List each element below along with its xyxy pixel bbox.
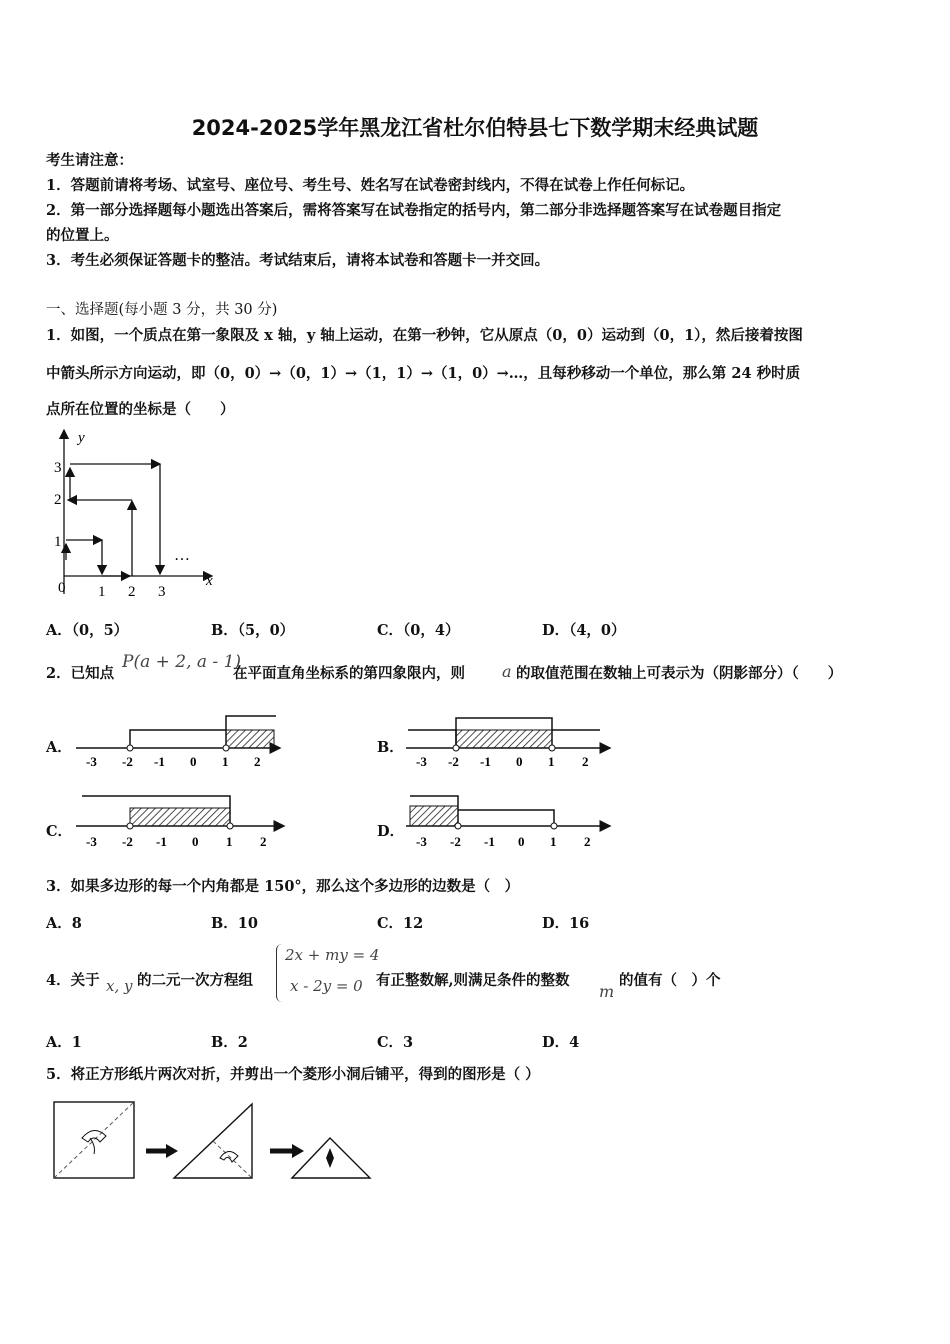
page-title: 2024-2025学年黑龙江省杜尔伯特县七下数学期末经典试题: [191, 116, 759, 140]
svg-text:-1: -1: [156, 834, 167, 849]
q2-option-c[interactable]: C．: [46, 823, 73, 840]
svg-text:-3: -3: [86, 834, 97, 849]
q2-number-line-c[interactable]: [74, 790, 294, 850]
q4-option-d[interactable]: D．4: [542, 1034, 580, 1051]
svg-text:2: 2: [260, 834, 267, 849]
q4-option-c[interactable]: C．3: [377, 1034, 414, 1051]
q1-option-d[interactable]: D．（4，0）: [542, 622, 626, 639]
q4-option-b[interactable]: B．2: [211, 1034, 248, 1051]
svg-text:1: 1: [226, 834, 233, 849]
svg-text:-2: -2: [448, 754, 459, 769]
question-1-text: 中箭头所示方向运动，即（0，0）→（0，1）→（1，1）→（1，0）→…，且每秒移动一个单位，那么第 24 秒时质: [46, 365, 801, 382]
q4-option-a[interactable]: A．1: [46, 1034, 82, 1051]
q1-option-c[interactable]: C．（0，4）: [377, 622, 460, 639]
rhombus-hole: [326, 1148, 334, 1168]
q2-prefix: 2．已知点: [46, 665, 115, 682]
y-tick: 2: [54, 492, 62, 508]
section-heading: 一、选择题(每小题 3 分，共 30 分): [46, 302, 278, 318]
svg-text:0: 0: [190, 754, 197, 769]
q5-fold-figure: [50, 1098, 380, 1184]
svg-text:-1: -1: [480, 754, 491, 769]
svg-text:2: 2: [584, 834, 591, 849]
x-tick: 2: [128, 584, 136, 600]
svg-text:-2: -2: [122, 834, 133, 849]
question-1-text: 点所在位置的坐标是（ ）: [46, 401, 235, 418]
q2-number-line-d[interactable]: [404, 790, 614, 850]
svg-text:1: 1: [550, 834, 557, 849]
q2-number-line-a[interactable]: [74, 710, 284, 770]
question-3-text: 3．如果多边形的每一个内角都是 150°，那么这个多边形的边数是（ ）: [46, 878, 520, 895]
ellipsis: …: [174, 547, 190, 564]
q1-path-figure: [44, 424, 224, 604]
q2-option-d[interactable]: D．: [377, 823, 405, 840]
svg-text:-2: -2: [450, 834, 461, 849]
q3-option-c[interactable]: C．12: [377, 915, 424, 932]
notice-item: 2．第一部分选择题每小题选出答案后，需将答案写在试卷指定的括号内，第二部分非选择题答案写在试卷题目指定: [46, 202, 782, 219]
q4-mid: 的二元一次方程组: [137, 972, 253, 989]
question-5-text: 5．将正方形纸片两次对折，并剪出一个菱形小洞后铺平，得到的图形是（ ）: [46, 1066, 540, 1083]
y-tick: 1: [54, 534, 62, 550]
question-1-text: 1．如图，一个质点在第一象限及 x 轴，y 轴上运动，在第一秒钟，它从原点（0，0）运动到（0，1），然后接着按图: [46, 327, 803, 344]
y-tick: 3: [54, 460, 62, 476]
q2-suffix2: 的取值范围在数轴上可表示为（阴影部分）（ ）: [516, 665, 843, 682]
q3-option-b[interactable]: B．10: [211, 915, 258, 932]
q4-vars: x, y: [106, 977, 133, 995]
svg-text:2: 2: [582, 754, 589, 769]
svg-text:-2: -2: [122, 754, 133, 769]
q2-suffix: 在平面直角坐标系的第四象限内，则: [233, 665, 465, 682]
svg-text:-1: -1: [484, 834, 495, 849]
q3-option-d[interactable]: D．16: [542, 915, 590, 932]
svg-text:-3: -3: [416, 834, 427, 849]
x-tick: 1: [98, 584, 106, 600]
svg-text:1: 1: [548, 754, 555, 769]
notice-item: 1．答题前请将考场、试室号、座位号、考生号、姓名写在试卷密封线内，不得在试卷上作任何标记。: [46, 177, 695, 194]
svg-text:0: 0: [516, 754, 523, 769]
q4-suffix: 有正整数解,则满足条件的整数: [376, 972, 570, 989]
x-axis-label: x: [206, 573, 213, 589]
q4-prefix: 4．关于: [46, 972, 100, 989]
q4-eq1: 2x + my = 4: [285, 946, 380, 964]
q2-point: P(a + 2, a - 1): [122, 652, 242, 672]
svg-text:-3: -3: [86, 754, 97, 769]
svg-text:2: 2: [254, 754, 261, 769]
q2-option-b[interactable]: B．: [377, 739, 404, 756]
q2-option-a[interactable]: A．: [46, 739, 72, 756]
svg-text:-3: -3: [416, 754, 427, 769]
x-tick: 3: [158, 584, 166, 600]
q1-option-b[interactable]: B．（5，0）: [211, 622, 295, 639]
svg-text:-1: -1: [154, 754, 165, 769]
svg-text:0: 0: [518, 834, 525, 849]
arrow-right-icon: [292, 1144, 304, 1158]
q4-suffix2: 的值有（ ）个: [619, 972, 721, 989]
arrow-right-icon: [166, 1144, 178, 1158]
y-axis-label: y: [78, 430, 85, 446]
q4-param: m: [599, 982, 615, 1001]
q1-option-a[interactable]: A．（0，5）: [46, 622, 129, 639]
svg-text:0: 0: [192, 834, 199, 849]
q2-var: a: [502, 662, 512, 681]
q4-eq2: x - 2y = 0: [290, 977, 363, 995]
q3-option-a[interactable]: A．8: [46, 915, 82, 932]
notice-item: 3．考生必须保证答题卡的整洁。考试结束后，请将本试卷和答题卡一并交回。: [46, 252, 550, 269]
origin-label: 0: [58, 580, 66, 596]
svg-text:1: 1: [222, 754, 229, 769]
notice-heading: 考生请注意：: [46, 152, 133, 169]
q2-number-line-b[interactable]: [404, 710, 614, 770]
notice-item: 的位置上。: [46, 227, 119, 244]
